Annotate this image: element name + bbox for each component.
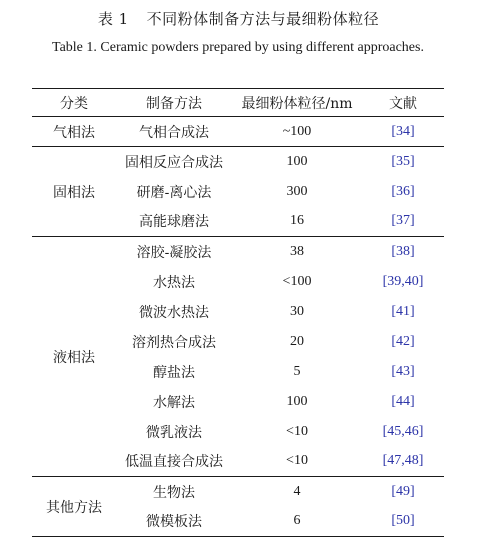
size-cell: 100: [286, 393, 308, 409]
category-cell: 气相法: [32, 117, 116, 147]
reference-link[interactable]: [38]: [362, 237, 444, 267]
header-reference: 文献: [362, 89, 444, 117]
powder-table: [32, 88, 444, 537]
reference-link[interactable]: [50]: [362, 507, 444, 537]
size-cell: 100: [232, 147, 362, 177]
method-cell: 溶胶-凝胶法: [116, 237, 232, 267]
method-cell: 低温直接合成法: [125, 454, 223, 471]
table-row: [32, 237, 444, 267]
header-row: [32, 89, 444, 117]
method-cell: 固相反应合成法: [116, 147, 232, 177]
header-category: 分类: [32, 89, 116, 117]
method-cell: 微波水热法: [139, 304, 209, 321]
table-title-cn: 不同粉体制备方法与最细粉体粒径: [146, 10, 380, 28]
reference-link[interactable]: [49]: [362, 477, 444, 507]
reference-link[interactable]: [42]: [391, 333, 415, 349]
method-cell: 生物法: [116, 477, 232, 507]
header-method: 制备方法: [116, 89, 232, 117]
size-cell: 30: [290, 303, 304, 319]
method-cell: 水热法: [153, 274, 195, 291]
size-cell: 5: [293, 363, 301, 379]
method-cell: 气相合成法: [116, 117, 232, 147]
method-cell: 水解法: [153, 394, 195, 411]
table-row: [32, 477, 444, 507]
method-cell: 研磨-离心法: [136, 184, 212, 201]
category-cell: 其他方法: [32, 477, 116, 537]
table-row: [32, 147, 444, 177]
size-cell: 16: [290, 213, 304, 229]
table-header: [32, 89, 444, 117]
size-cell: 38: [232, 237, 362, 267]
header-size: 最细粉体粒径/nm: [232, 89, 362, 117]
size-cell: 20: [290, 333, 304, 349]
table-caption-cn: [0, 8, 477, 29]
reference-link[interactable]: [37]: [391, 213, 415, 229]
method-cell: 醇盐法: [153, 364, 195, 381]
size-cell: 4: [232, 477, 362, 507]
size-cell: <10: [286, 423, 308, 439]
table-row: [32, 117, 444, 147]
reference-link[interactable]: [45,46]: [382, 423, 424, 439]
reference-link[interactable]: [41]: [391, 303, 415, 319]
reference-link[interactable]: [47,48]: [382, 453, 424, 469]
table-body: [32, 117, 444, 537]
method-cell: 微模板法: [116, 507, 232, 537]
size-cell: 300: [286, 183, 308, 199]
reference-link[interactable]: [36]: [391, 183, 415, 199]
table-caption-en: Table 1. Ceramic powders prepared by using different approaches.: [52, 40, 424, 55]
reference-link[interactable]: [34]: [362, 117, 444, 147]
size-cell: <100: [282, 273, 312, 289]
method-cell: 溶剂热合成法: [132, 334, 216, 351]
category-cell: 固相法: [32, 147, 116, 237]
method-cell: 高能球磨法: [139, 214, 209, 231]
size-cell: ~100: [232, 117, 362, 147]
reference-link[interactable]: [35]: [362, 147, 444, 177]
category-cell: 液相法: [32, 237, 116, 477]
method-cell: 微乳液法: [146, 424, 202, 441]
size-cell: 6: [232, 507, 362, 537]
reference-link[interactable]: [43]: [391, 363, 415, 379]
reference-link[interactable]: [39,40]: [382, 273, 424, 289]
table-label: 表 1: [97, 10, 129, 28]
size-cell: <10: [286, 453, 308, 469]
reference-link[interactable]: [44]: [391, 393, 415, 409]
